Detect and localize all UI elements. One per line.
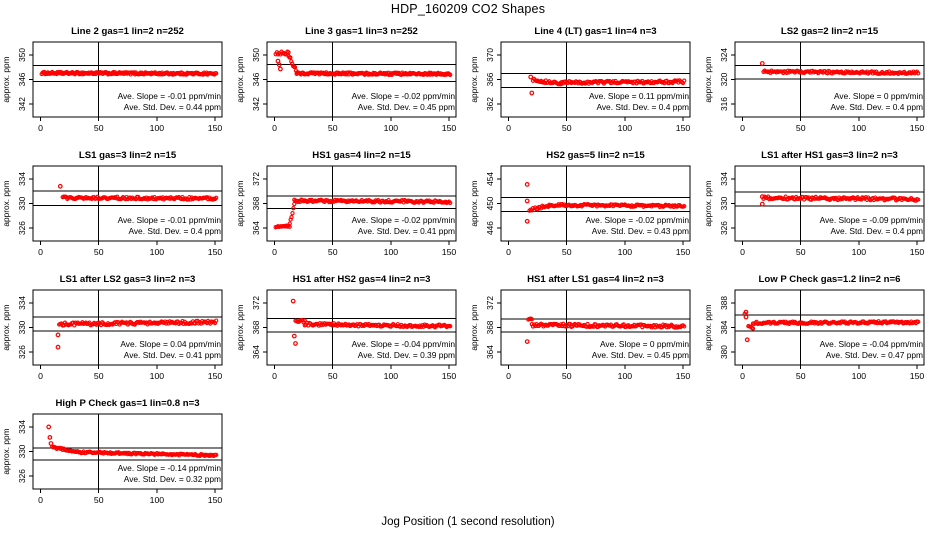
y-tick-label: 388	[719, 295, 729, 310]
data-point	[288, 222, 291, 225]
x-tick-label: 0	[506, 371, 512, 381]
y-tick-label: 326	[17, 345, 27, 360]
data-point	[291, 212, 294, 215]
data-point	[683, 79, 686, 82]
std-dev-annotation: Ave. Std. Dev. = 0.32 ppm	[123, 474, 221, 484]
y-tick-label: 366	[485, 72, 495, 87]
outlier-point	[47, 425, 51, 429]
y-tick-label: 380	[719, 345, 729, 360]
outlier-point	[745, 338, 749, 342]
panel-title: Line 3 gas=1 lin=3 n=252	[305, 26, 418, 37]
outlier-point	[291, 299, 295, 303]
outlier-point	[48, 436, 52, 440]
x-tick-label: 0	[272, 371, 278, 381]
panel-svg	[468, 20, 702, 144]
x-tick-label: 100	[383, 123, 399, 133]
x-tick-label: 50	[561, 123, 572, 133]
y-tick-label: 384	[719, 320, 729, 335]
x-tick-label: 100	[149, 495, 165, 505]
panel-svg	[0, 20, 234, 144]
x-tick-label: 50	[93, 371, 104, 381]
y-tick-label: 334	[719, 171, 729, 186]
x-tick-label: 150	[441, 247, 457, 257]
y-tick-label: 334	[17, 295, 27, 310]
x-tick-label: 150	[441, 123, 457, 133]
std-dev-annotation: Ave. Std. Dev. = 0.43 ppm	[591, 226, 689, 236]
std-dev-annotation: Ave. Std. Dev. = 0.45 ppm	[357, 102, 455, 112]
x-tick-label: 150	[207, 495, 223, 505]
x-tick-label: 150	[675, 371, 691, 381]
panel-title: HS1 gas=4 lin=2 n=15	[312, 150, 411, 161]
x-tick-label: 150	[207, 123, 223, 133]
outlier-point	[525, 340, 529, 344]
x-tick-label: 100	[383, 247, 399, 257]
x-tick-label: 100	[851, 123, 867, 133]
y-tick-label: 372	[485, 295, 495, 310]
y-tick-label: 334	[17, 419, 27, 434]
panel-title: Line 2 gas=1 lin=2 n=252	[71, 26, 184, 37]
outlier-point	[530, 91, 534, 95]
data-point	[289, 56, 292, 59]
chart-panel	[468, 20, 702, 144]
y-axis-label: approx. ppm	[469, 180, 479, 227]
outlier-point	[761, 202, 765, 206]
x-tick-label: 150	[675, 123, 691, 133]
panel-svg	[702, 268, 936, 392]
panel-title: LS2 gas=2 lin=2 n=15	[780, 26, 879, 37]
y-axis-label: approx. ppm	[235, 304, 245, 351]
y-tick-label: 372	[251, 295, 261, 310]
slope-annotation: Ave. Slope = -0.04 ppm/min	[351, 339, 455, 349]
std-dev-annotation: Ave. Std. Dev. = 0.44 ppm	[123, 102, 221, 112]
y-tick-label: 368	[251, 196, 261, 211]
data-point	[215, 319, 218, 322]
panel-title: LS1 gas=3 lin=2 n=15	[78, 150, 177, 161]
x-tick-label: 0	[38, 495, 44, 505]
slope-annotation: Ave. Slope = 0 ppm/min	[834, 91, 923, 101]
outlier-point	[529, 75, 533, 79]
panel-title: Line 4 (LT) gas=1 lin=4 n=3	[534, 26, 657, 37]
scatter-points	[40, 70, 218, 76]
outlier-point	[49, 442, 53, 446]
y-tick-label: 346	[17, 72, 27, 87]
x-tick-label: 100	[851, 371, 867, 381]
x-tick-label: 100	[149, 247, 165, 257]
std-dev-annotation: Ave. Std. Dev. = 0.41 ppm	[357, 226, 455, 236]
y-tick-label: 364	[251, 221, 261, 236]
y-tick-label: 350	[17, 47, 27, 62]
scatter-points	[761, 195, 920, 206]
y-axis-label: approx. ppm	[235, 180, 245, 227]
chart-panel	[702, 144, 936, 268]
slope-annotation: Ave. Slope = 0.11 ppm/min	[588, 91, 689, 101]
x-tick-label: 0	[740, 371, 746, 381]
x-tick-label: 0	[38, 123, 44, 133]
slope-annotation: Ave. Slope = -0.09 ppm/min	[819, 215, 923, 225]
x-tick-label: 150	[909, 247, 925, 257]
chart-panel	[0, 20, 234, 144]
panel-svg	[234, 268, 468, 392]
chart-panel	[0, 144, 234, 268]
slope-annotation: Ave. Slope = 0 ppm/min	[600, 339, 689, 349]
chart-panel	[234, 20, 468, 144]
x-tick-label: 150	[441, 371, 457, 381]
panel-svg	[702, 144, 936, 268]
outlier-point	[525, 220, 529, 224]
y-tick-label: 330	[17, 196, 27, 211]
panel-svg	[0, 392, 234, 516]
x-tick-label: 50	[327, 123, 338, 133]
x-tick-label: 0	[272, 247, 278, 257]
outlier-point	[293, 334, 297, 338]
panel-svg	[234, 20, 468, 144]
std-dev-annotation: Ave. Std. Dev. = 0.45 ppm	[591, 350, 689, 360]
x-tick-label: 0	[506, 247, 512, 257]
scatter-points	[274, 50, 452, 77]
y-tick-label: 326	[719, 221, 729, 236]
x-tick-label: 100	[851, 247, 867, 257]
y-tick-label: 450	[485, 196, 495, 211]
outlier-point	[761, 195, 765, 199]
x-tick-label: 150	[207, 247, 223, 257]
slope-annotation: Ave. Slope = -0.04 ppm/min	[819, 339, 923, 349]
x-tick-label: 150	[909, 123, 925, 133]
x-tick-label: 50	[93, 123, 104, 133]
x-tick-label: 50	[561, 371, 572, 381]
x-tick-label: 100	[149, 123, 165, 133]
chart-panel	[468, 144, 702, 268]
y-tick-label: 326	[17, 221, 27, 236]
outlier-point	[294, 342, 298, 346]
y-tick-label: 324	[719, 47, 729, 62]
y-axis-label: approx. ppm	[1, 180, 11, 227]
y-tick-label: 362	[485, 97, 495, 112]
slope-annotation: Ave. Slope = -0.01 ppm/min	[117, 215, 221, 225]
std-dev-annotation: Ave. Std. Dev. = 0.47 ppm	[825, 350, 923, 360]
std-dev-annotation: Ave. Std. Dev. = 0.4 ppm	[128, 226, 221, 236]
chart-panel	[234, 144, 468, 268]
data-point	[215, 72, 218, 75]
x-tick-label: 100	[383, 371, 399, 381]
x-tick-label: 50	[795, 247, 806, 257]
shared-x-axis-label: Jog Position (1 second resolution)	[381, 516, 555, 528]
y-tick-label: 364	[251, 345, 261, 360]
panel-svg	[468, 144, 702, 268]
y-axis-label: approx. ppm	[235, 56, 245, 103]
y-tick-label: 330	[17, 444, 27, 459]
x-tick-label: 0	[506, 123, 512, 133]
chart-panel	[468, 268, 702, 392]
slope-annotation: Ave. Slope = -0.01 ppm/min	[117, 91, 221, 101]
figure-title: HDP_160209 CO2 Shapes	[390, 2, 546, 16]
y-axis-label: approx. ppm	[703, 304, 713, 351]
y-axis-label: approx. ppm	[1, 428, 11, 475]
chart-panel	[0, 392, 234, 516]
y-tick-label: 368	[251, 320, 261, 335]
y-tick-label: 316	[719, 97, 729, 112]
x-tick-label: 50	[327, 247, 338, 257]
x-tick-label: 50	[93, 495, 104, 505]
x-tick-label: 50	[795, 371, 806, 381]
slope-annotation: Ave. Slope = 0.04 ppm/min	[120, 339, 221, 349]
panel-title: High P Check gas=1 lin=0.8 n=3	[55, 398, 200, 409]
x-tick-label: 0	[740, 247, 746, 257]
data-point	[290, 216, 293, 219]
y-axis-label: approx. ppm	[1, 56, 11, 103]
y-tick-label: 346	[251, 72, 261, 87]
y-axis-label: approx. ppm	[469, 56, 479, 103]
x-tick-label: 150	[909, 371, 925, 381]
panel-svg	[702, 20, 936, 144]
y-tick-label: 342	[251, 97, 261, 112]
panel-title: HS2 gas=5 lin=2 n=15	[546, 150, 645, 161]
x-tick-label: 50	[561, 247, 572, 257]
y-axis-label: approx. ppm	[469, 304, 479, 351]
y-tick-label: 334	[17, 171, 27, 186]
std-dev-annotation: Ave. Std. Dev. = 0.4 ppm	[830, 226, 923, 236]
x-tick-label: 50	[795, 123, 806, 133]
panel-svg	[0, 144, 234, 268]
x-tick-label: 0	[38, 247, 44, 257]
panel-svg	[0, 268, 234, 392]
x-tick-label: 100	[617, 247, 633, 257]
y-tick-label: 368	[485, 320, 495, 335]
x-tick-label: 150	[207, 371, 223, 381]
y-tick-label: 372	[251, 171, 261, 186]
panel-title: LS1 after LS2 gas=3 lin=2 n=3	[59, 274, 196, 285]
panel-svg	[234, 144, 468, 268]
outlier-point	[59, 185, 63, 189]
panel-svg	[468, 268, 702, 392]
std-dev-annotation: Ave. Std. Dev. = 0.39 ppm	[357, 350, 455, 360]
panel-grid	[0, 20, 936, 516]
chart-panel	[702, 268, 936, 392]
y-tick-label: 364	[485, 345, 495, 360]
x-tick-label: 150	[675, 247, 691, 257]
outlier-point	[744, 315, 748, 319]
y-tick-label: 330	[17, 320, 27, 335]
panel-title: Low P Check gas=1.2 lin=2 n=6	[758, 274, 901, 285]
slope-annotation: Ave. Slope = -0.02 ppm/min	[351, 91, 455, 101]
scatter-points	[59, 185, 218, 202]
y-tick-label: 342	[17, 97, 27, 112]
x-tick-label: 0	[740, 123, 746, 133]
outlier-point	[56, 345, 60, 349]
chart-panel	[234, 268, 468, 392]
scatter-points	[761, 62, 920, 76]
x-tick-label: 50	[327, 371, 338, 381]
y-axis-label: approx. ppm	[703, 180, 713, 227]
panel-title: LS1 after HS1 gas=3 lin=2 n=3	[761, 150, 898, 161]
y-tick-label: 320	[719, 72, 729, 87]
std-dev-annotation: Ave. Std. Dev. = 0.4 ppm	[596, 102, 689, 112]
y-axis-label: approx. ppm	[1, 304, 11, 351]
y-tick-label: 446	[485, 221, 495, 236]
y-tick-label: 326	[17, 469, 27, 484]
chart-panel	[702, 20, 936, 144]
outlier-point	[56, 333, 60, 337]
std-dev-annotation: Ave. Std. Dev. = 0.41 ppm	[123, 350, 221, 360]
slope-annotation: Ave. Slope = -0.02 ppm/min	[351, 215, 455, 225]
y-axis-label: approx. ppm	[703, 56, 713, 103]
y-tick-label: 350	[251, 47, 261, 62]
x-tick-label: 0	[272, 123, 278, 133]
scatter-points	[47, 425, 218, 457]
x-tick-label: 50	[93, 247, 104, 257]
panel-title: HS1 after LS1 gas=4 lin=2 n=3	[527, 274, 664, 285]
outlier-point	[761, 62, 765, 66]
y-tick-label: 370	[485, 47, 495, 62]
x-tick-label: 100	[617, 371, 633, 381]
x-tick-label: 100	[617, 123, 633, 133]
slope-annotation: Ave. Slope = -0.02 ppm/min	[585, 215, 689, 225]
y-tick-label: 330	[719, 196, 729, 211]
y-tick-label: 454	[485, 171, 495, 186]
chart-panel	[0, 268, 234, 392]
x-tick-label: 100	[149, 371, 165, 381]
outlier-point	[279, 67, 283, 71]
panel-title: HS1 after HS2 gas=4 lin=2 n=3	[292, 274, 431, 285]
outlier-point	[525, 183, 529, 187]
std-dev-annotation: Ave. Std. Dev. = 0.4 ppm	[830, 102, 923, 112]
x-tick-label: 0	[38, 371, 44, 381]
outlier-point	[525, 199, 529, 203]
slope-annotation: Ave. Slope = -0.14 ppm/min	[117, 463, 221, 473]
